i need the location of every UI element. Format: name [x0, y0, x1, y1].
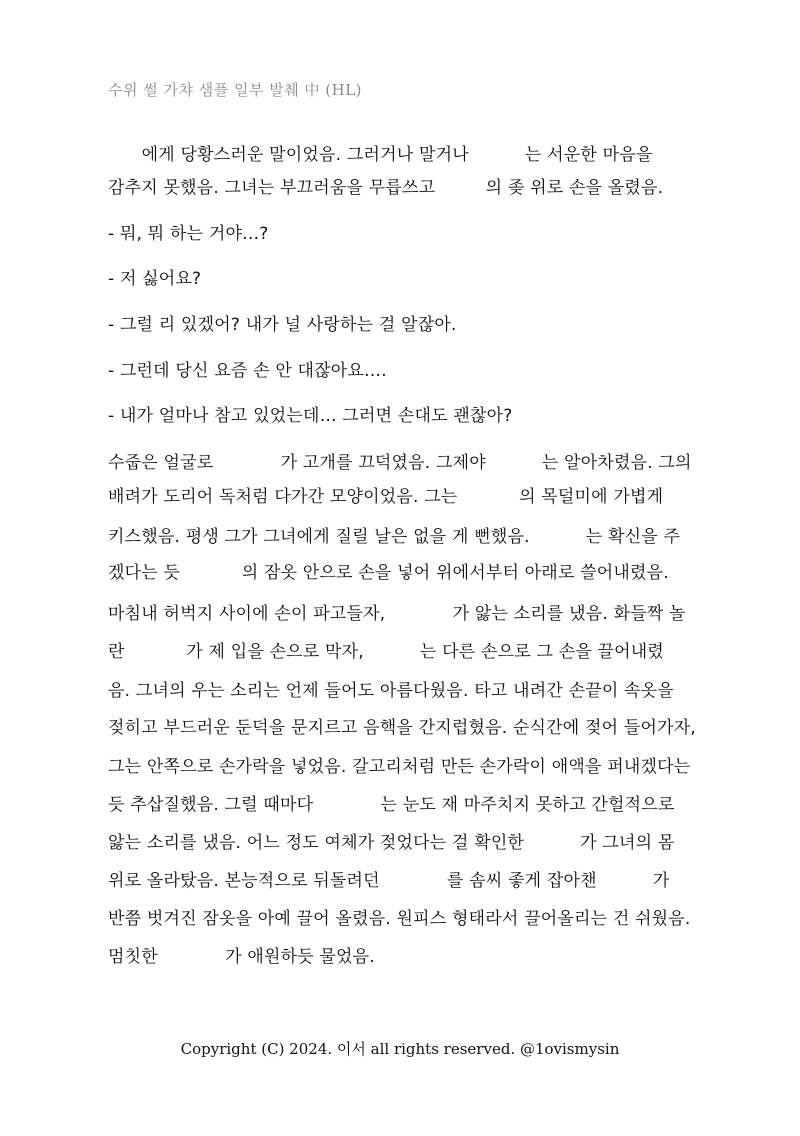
text-line: - 그럴 리 있겠어? 내가 널 사랑하는 걸 알잖아. [108, 315, 457, 335]
text-line: 멈칫한 가 애원하듯 물었음. [108, 947, 375, 967]
text-line: 감추지 못했음. 그녀는 부끄러움을 무릅쓰고 의 좆 위로 손을 올렸음. [108, 178, 664, 198]
text-line: 그는 안쪽으로 손가락을 넣었음. 갈고리처럼 만든 손가락이 애액을 퍼내겠다는 [108, 757, 691, 777]
text-line: - 저 싫어요? [108, 269, 202, 289]
text-line: - 내가 얼마나 참고 있었는데… 그러면 손대도 괜찮아? [108, 406, 513, 426]
text-line: 에게 당황스러운 말이었음. 그러거나 말거나 는 서운한 마음을 [108, 145, 653, 165]
copyright-footer: Copyright (C) 2024. 이서 all rights reserved. @1ovismysin [180, 1040, 620, 1058]
text-line: - 뭐, 뭐 하는 거야…? [108, 224, 269, 244]
text-line: - 그런데 당신 요즘 손 안 대잖아요…. [108, 361, 387, 381]
text-line: 키스했음. 평생 그가 그녀에게 질릴 날은 없을 게 뻔했음. 는 확신을 주 [108, 527, 681, 547]
text-line: 마침내 허벅지 사이에 손이 파고들자, 가 앓는 소리를 냈음. 화들짝 놀 [108, 604, 686, 624]
text-line: 반쯤 벗겨진 잠옷을 아예 끌어 올렸음. 원피스 형태라서 끌어올리는 건 쉬웠음. [108, 909, 691, 929]
text-line: 수줍은 얼굴로 가 고개를 끄덕였음. 그제야 는 알아차렸음. 그의 [108, 453, 692, 473]
page-header: 수위 썰 가챠 샘플 일부 발췌 中 (HL) [108, 81, 363, 99]
text-line: 란 가 제 입을 손으로 막자, 는 다른 손으로 그 손을 끌어내렸 [108, 642, 665, 662]
text-line: 배려가 도리어 독처럼 다가간 모양이었음. 그는 의 목덜미에 가볍게 [108, 487, 664, 507]
text-line: 젖히고 부드러운 둔덕을 문지르고 음핵을 간지럽혔음. 순식간에 젖어 들어가자, [108, 718, 696, 738]
text-line: 듯 추삽질했음. 그럴 때마다 는 눈도 재 마주치지 못하고 간헐적으로 [108, 795, 675, 815]
text-line: 앓는 소리를 냈음. 어느 정도 여체가 젖었다는 걸 확인한 가 그녀의 몸 [108, 833, 675, 853]
text-line: 위로 올라탔음. 본능적으로 뒤돌려던 를 솜씨 좋게 잡아챈 가 [108, 871, 670, 891]
text-line: 음. 그녀의 우는 소리는 언제 들어도 아름다웠음. 타고 내려간 손끝이 속옷을 [108, 681, 674, 701]
text-line: 겠다는 듯 의 잠옷 안으로 손을 넣어 위에서부터 아래로 쓸어내렸음. [108, 563, 669, 583]
